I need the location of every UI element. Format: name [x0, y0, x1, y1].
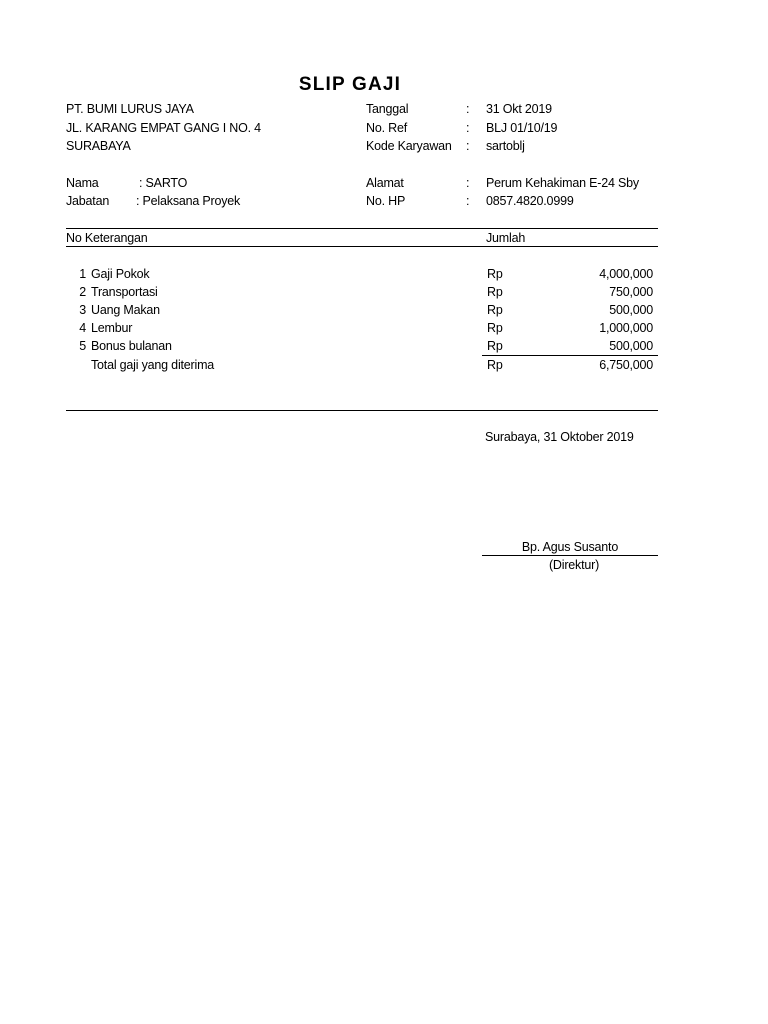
- contact-sep-phone: :: [466, 194, 470, 208]
- row-currency: Rp: [487, 285, 503, 299]
- row-number: 4: [79, 321, 86, 335]
- employee-position-value: : Pelaksana Proyek: [136, 194, 241, 208]
- table-header-amount: Jumlah: [486, 231, 526, 245]
- row-number: 2: [79, 285, 86, 299]
- meta-sep-employee-code: :: [466, 139, 470, 153]
- contact-label-address: Alamat: [366, 176, 404, 190]
- meta-value-employee-code: sartoblj: [486, 139, 525, 153]
- row-currency: Rp: [487, 267, 503, 281]
- signature-place-date: Surabaya, 31 Oktober 2019: [485, 430, 634, 444]
- row-description: Uang Makan: [91, 303, 160, 317]
- row-number: 5: [79, 339, 86, 353]
- table-header-rule: [66, 246, 658, 247]
- employee-name-label: Nama: [66, 176, 99, 190]
- total-currency: Rp: [487, 358, 503, 372]
- total-amount: 6,750,000: [599, 358, 653, 372]
- company-name: PT. BUMI LURUS JAYA: [66, 102, 194, 116]
- employee-name-value: : SARTO: [139, 176, 188, 190]
- row-currency: Rp: [487, 303, 503, 317]
- company-city: SURABAYA: [66, 139, 131, 153]
- meta-sep-date: :: [466, 102, 470, 116]
- row-description: Transportasi: [91, 285, 158, 299]
- row-amount: 4,000,000: [599, 267, 653, 281]
- meta-value-ref: BLJ 01/10/19: [486, 121, 558, 135]
- row-amount: 500,000: [609, 303, 653, 317]
- contact-sep-address: :: [466, 176, 470, 190]
- table-top-rule: [66, 228, 658, 229]
- subtotal-rule: [482, 355, 658, 356]
- meta-sep-ref: :: [466, 121, 470, 135]
- row-number: 1: [79, 267, 86, 281]
- row-amount: 750,000: [609, 285, 653, 299]
- meta-label-ref: No. Ref: [366, 121, 407, 135]
- row-currency: Rp: [487, 339, 503, 353]
- meta-value-date: 31 Okt 2019: [486, 102, 552, 116]
- row-description: Bonus bulanan: [91, 339, 172, 353]
- table-bottom-rule: [66, 410, 658, 411]
- contact-value-phone: 0857.4820.0999: [486, 194, 574, 208]
- row-description: Gaji Pokok: [91, 267, 150, 281]
- company-address: JL. KARANG EMPAT GANG I NO. 4: [66, 121, 261, 135]
- row-description: Lembur: [91, 321, 133, 335]
- meta-label-employee-code: Kode Karyawan: [366, 139, 452, 153]
- total-label: Total gaji yang diterima: [91, 358, 215, 372]
- signature-rule: [482, 555, 658, 556]
- row-number: 3: [79, 303, 86, 317]
- row-amount: 1,000,000: [599, 321, 653, 335]
- row-amount: 500,000: [609, 339, 653, 353]
- signature-role: (Direktur): [548, 558, 600, 572]
- employee-position-label: Jabatan: [66, 194, 110, 208]
- row-currency: Rp: [487, 321, 503, 335]
- table-header-description: No Keterangan: [66, 231, 148, 245]
- contact-value-address: Perum Kehakiman E-24 Sby: [486, 176, 639, 190]
- contact-label-phone: No. HP: [366, 194, 406, 208]
- meta-label-date: Tanggal: [366, 102, 409, 116]
- signature-name: Bp. Agus Susanto: [521, 540, 619, 554]
- document-title: SLIP GAJI: [298, 74, 402, 95]
